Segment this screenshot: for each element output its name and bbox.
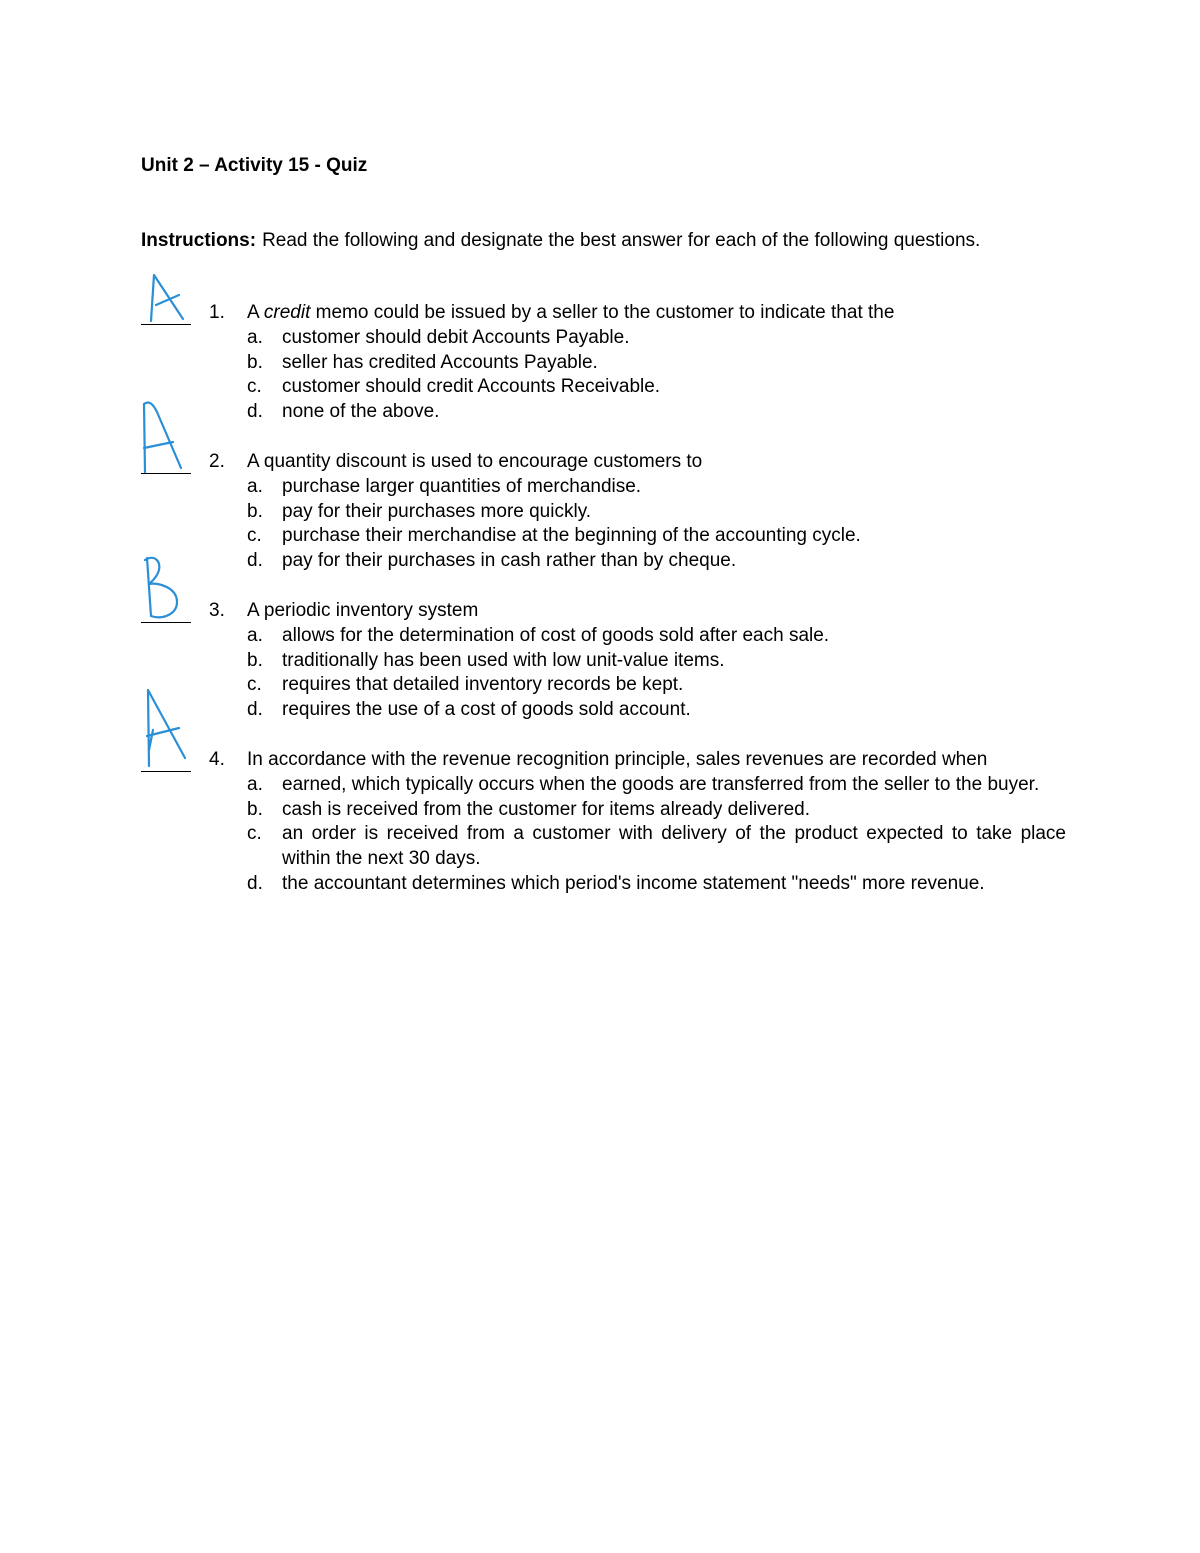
question-2 — [141, 450, 1066, 574]
question-stem-3: A periodic inventory system — [247, 600, 479, 621]
option-3a: a. allows for the determination of cost of goods sold after each sale. — [247, 624, 830, 646]
question-number-2: 2. — [209, 451, 225, 472]
question-4 — [141, 748, 1066, 897]
option-3d: d. requires the use of a cost of goods sold account. — [247, 699, 691, 721]
handwritten-answer-2 — [139, 398, 189, 474]
option-3c: c. requires that detailed inventory records be kept. — [247, 674, 684, 696]
option-4b: b. cash is received from the customer for items already delivered. — [247, 798, 810, 820]
page-title: Unit 2 – Activity 15 - Quiz — [141, 155, 368, 176]
option-3b: b. traditionally has been used with low unit-value items. — [247, 649, 725, 671]
option-2b: b. pay for their purchases more quickly. — [247, 500, 592, 522]
handwritten-answer-3 — [139, 554, 185, 622]
option-2c: c. purchase their merchandise at the beginning of the accounting cycle. — [247, 525, 861, 547]
handwritten-answer-4 — [141, 686, 191, 768]
question-3 — [141, 599, 1066, 723]
option-2d: d. pay for their purchases in cash rather than by cheque. — [247, 550, 737, 572]
option-2a: a. purchase larger quantities of merchandise. — [247, 475, 642, 497]
option-1c: c. customer should credit Accounts Receivable. — [247, 376, 661, 398]
question-stem-1: A credit memo could be issued by a seller to the customer to indicate that the — [247, 302, 895, 323]
question-number-3: 3. — [209, 600, 225, 621]
option-4a: a. earned, which typically occurs when the goods are transferred from the seller to the buyer. — [247, 773, 1040, 795]
options-3 — [141, 624, 1066, 723]
options-2 — [141, 475, 1066, 574]
question-1 — [141, 301, 1066, 425]
handwritten-answer-1 — [143, 271, 193, 323]
option-1a: a. customer should debit Accounts Payable. — [247, 326, 630, 348]
option-1d: d. none of the above. — [247, 401, 440, 423]
option-4d: d. the accountant determines which period's income statement "needs" more revenue. — [247, 872, 985, 894]
instructions — [141, 228, 1021, 253]
question-stem-2: A quantity discount is used to encourage customers to — [247, 451, 703, 472]
option-4c: c. an order is received from a customer with delivery of the product expected to take place within the next 30 days. — [247, 823, 1066, 870]
option-1b: b. seller has credited Accounts Payable. — [247, 351, 598, 373]
question-number-4: 4. — [209, 749, 225, 770]
options-1 — [141, 326, 1066, 425]
instructions-label: Instructions: — [141, 230, 257, 251]
options-4 — [141, 773, 1066, 897]
question-number-1: 1. — [209, 302, 225, 323]
question-stem-4: In accordance with the revenue recognition principle, sales revenues are recorded when — [247, 749, 988, 770]
instructions-text: Read the following and designate the best answer for each of the following questions. — [262, 230, 981, 251]
